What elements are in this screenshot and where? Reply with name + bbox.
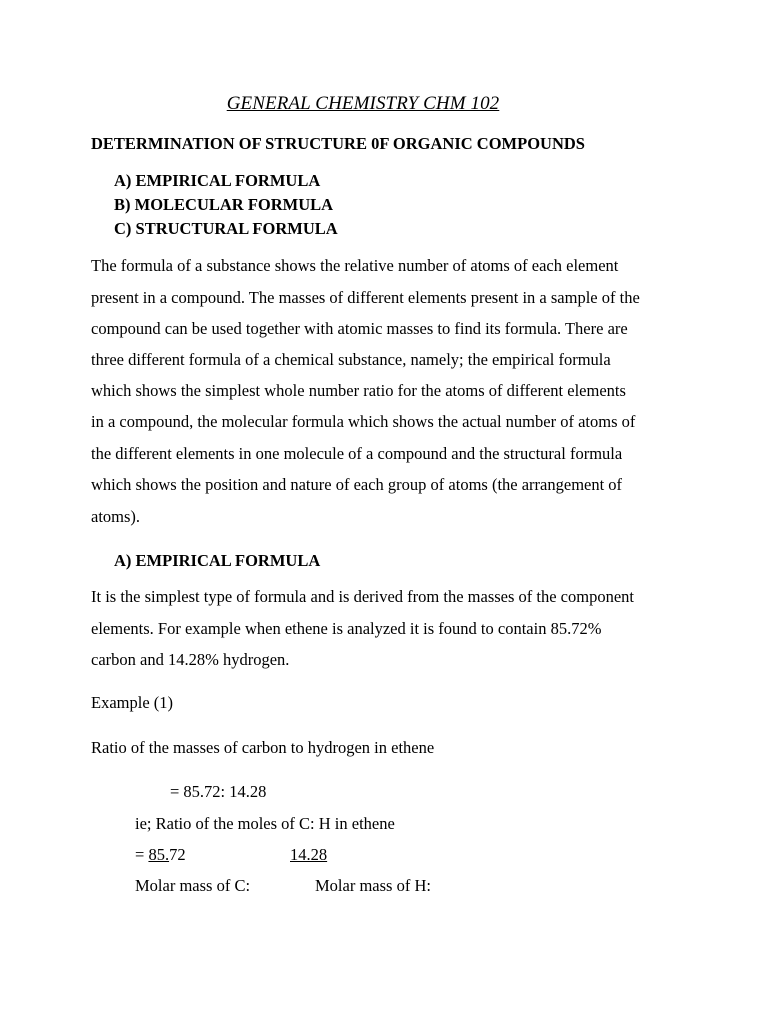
hydrogen-numerator: 14.28: [290, 845, 328, 864]
ratio-value: = 85.72: 14.28: [170, 782, 267, 801]
paragraph-line: compound can be used together with atomic masses to find its formula. There are: [91, 319, 628, 338]
paragraph-line: which shows the simplest whole number ratio for the atoms of different elements: [91, 381, 626, 400]
paragraph-line: It is the simplest type of formula and is derived from the masses of the component: [91, 587, 635, 606]
paragraph-line: The formula of a substance shows the relative number of atoms of each element: [91, 256, 619, 275]
example-label: Example (1): [91, 693, 174, 712]
paragraph-line: in a compound, the molecular formula which shows the actual number of atoms of: [91, 412, 636, 431]
carbon-mass-underlined: 85.: [148, 845, 170, 864]
empirical-heading: A) EMPIRICAL FORMULA: [114, 551, 321, 570]
carbon-numerator: [135, 845, 186, 865]
section-heading: DETERMINATION OF STRUCTURE 0F ORGANIC COMPOUNDS: [91, 134, 585, 153]
paragraph-line: elements. For example when ethene is analyzed it is found to contain 85.72%: [91, 619, 602, 638]
paragraph-line: atoms).: [91, 507, 141, 526]
moles-statement: ie; Ratio of the moles of C: H in ethene: [135, 814, 395, 833]
list-item-structural: C) STRUCTURAL FORMULA: [114, 219, 338, 238]
paragraph-line: three different formula of a chemical substance, namely; the empirical formula: [91, 350, 611, 369]
carbon-denominator: Molar mass of C:: [135, 876, 251, 895]
paragraph-line: the different elements in one molecule of a compound and the structural formula: [91, 444, 623, 463]
ratio-statement: Ratio of the masses of carbon to hydrogen in ethene: [91, 738, 435, 757]
list-item-empirical: A) EMPIRICAL FORMULA: [114, 171, 321, 190]
page-title: GENERAL CHEMISTRY CHM 102: [226, 93, 500, 114]
equals-sign: =: [135, 845, 149, 864]
paragraph-line: present in a compound. The masses of different elements present in a sample of the: [91, 288, 640, 307]
paragraph-line: carbon and 14.28% hydrogen.: [91, 650, 290, 669]
carbon-mass-rest: 72: [169, 845, 186, 864]
paragraph-line: which shows the position and nature of each group of atoms (the arrangement of: [91, 475, 623, 494]
hydrogen-denominator: Molar mass of H:: [315, 876, 431, 895]
list-item-molecular: B) MOLECULAR FORMULA: [114, 195, 334, 214]
